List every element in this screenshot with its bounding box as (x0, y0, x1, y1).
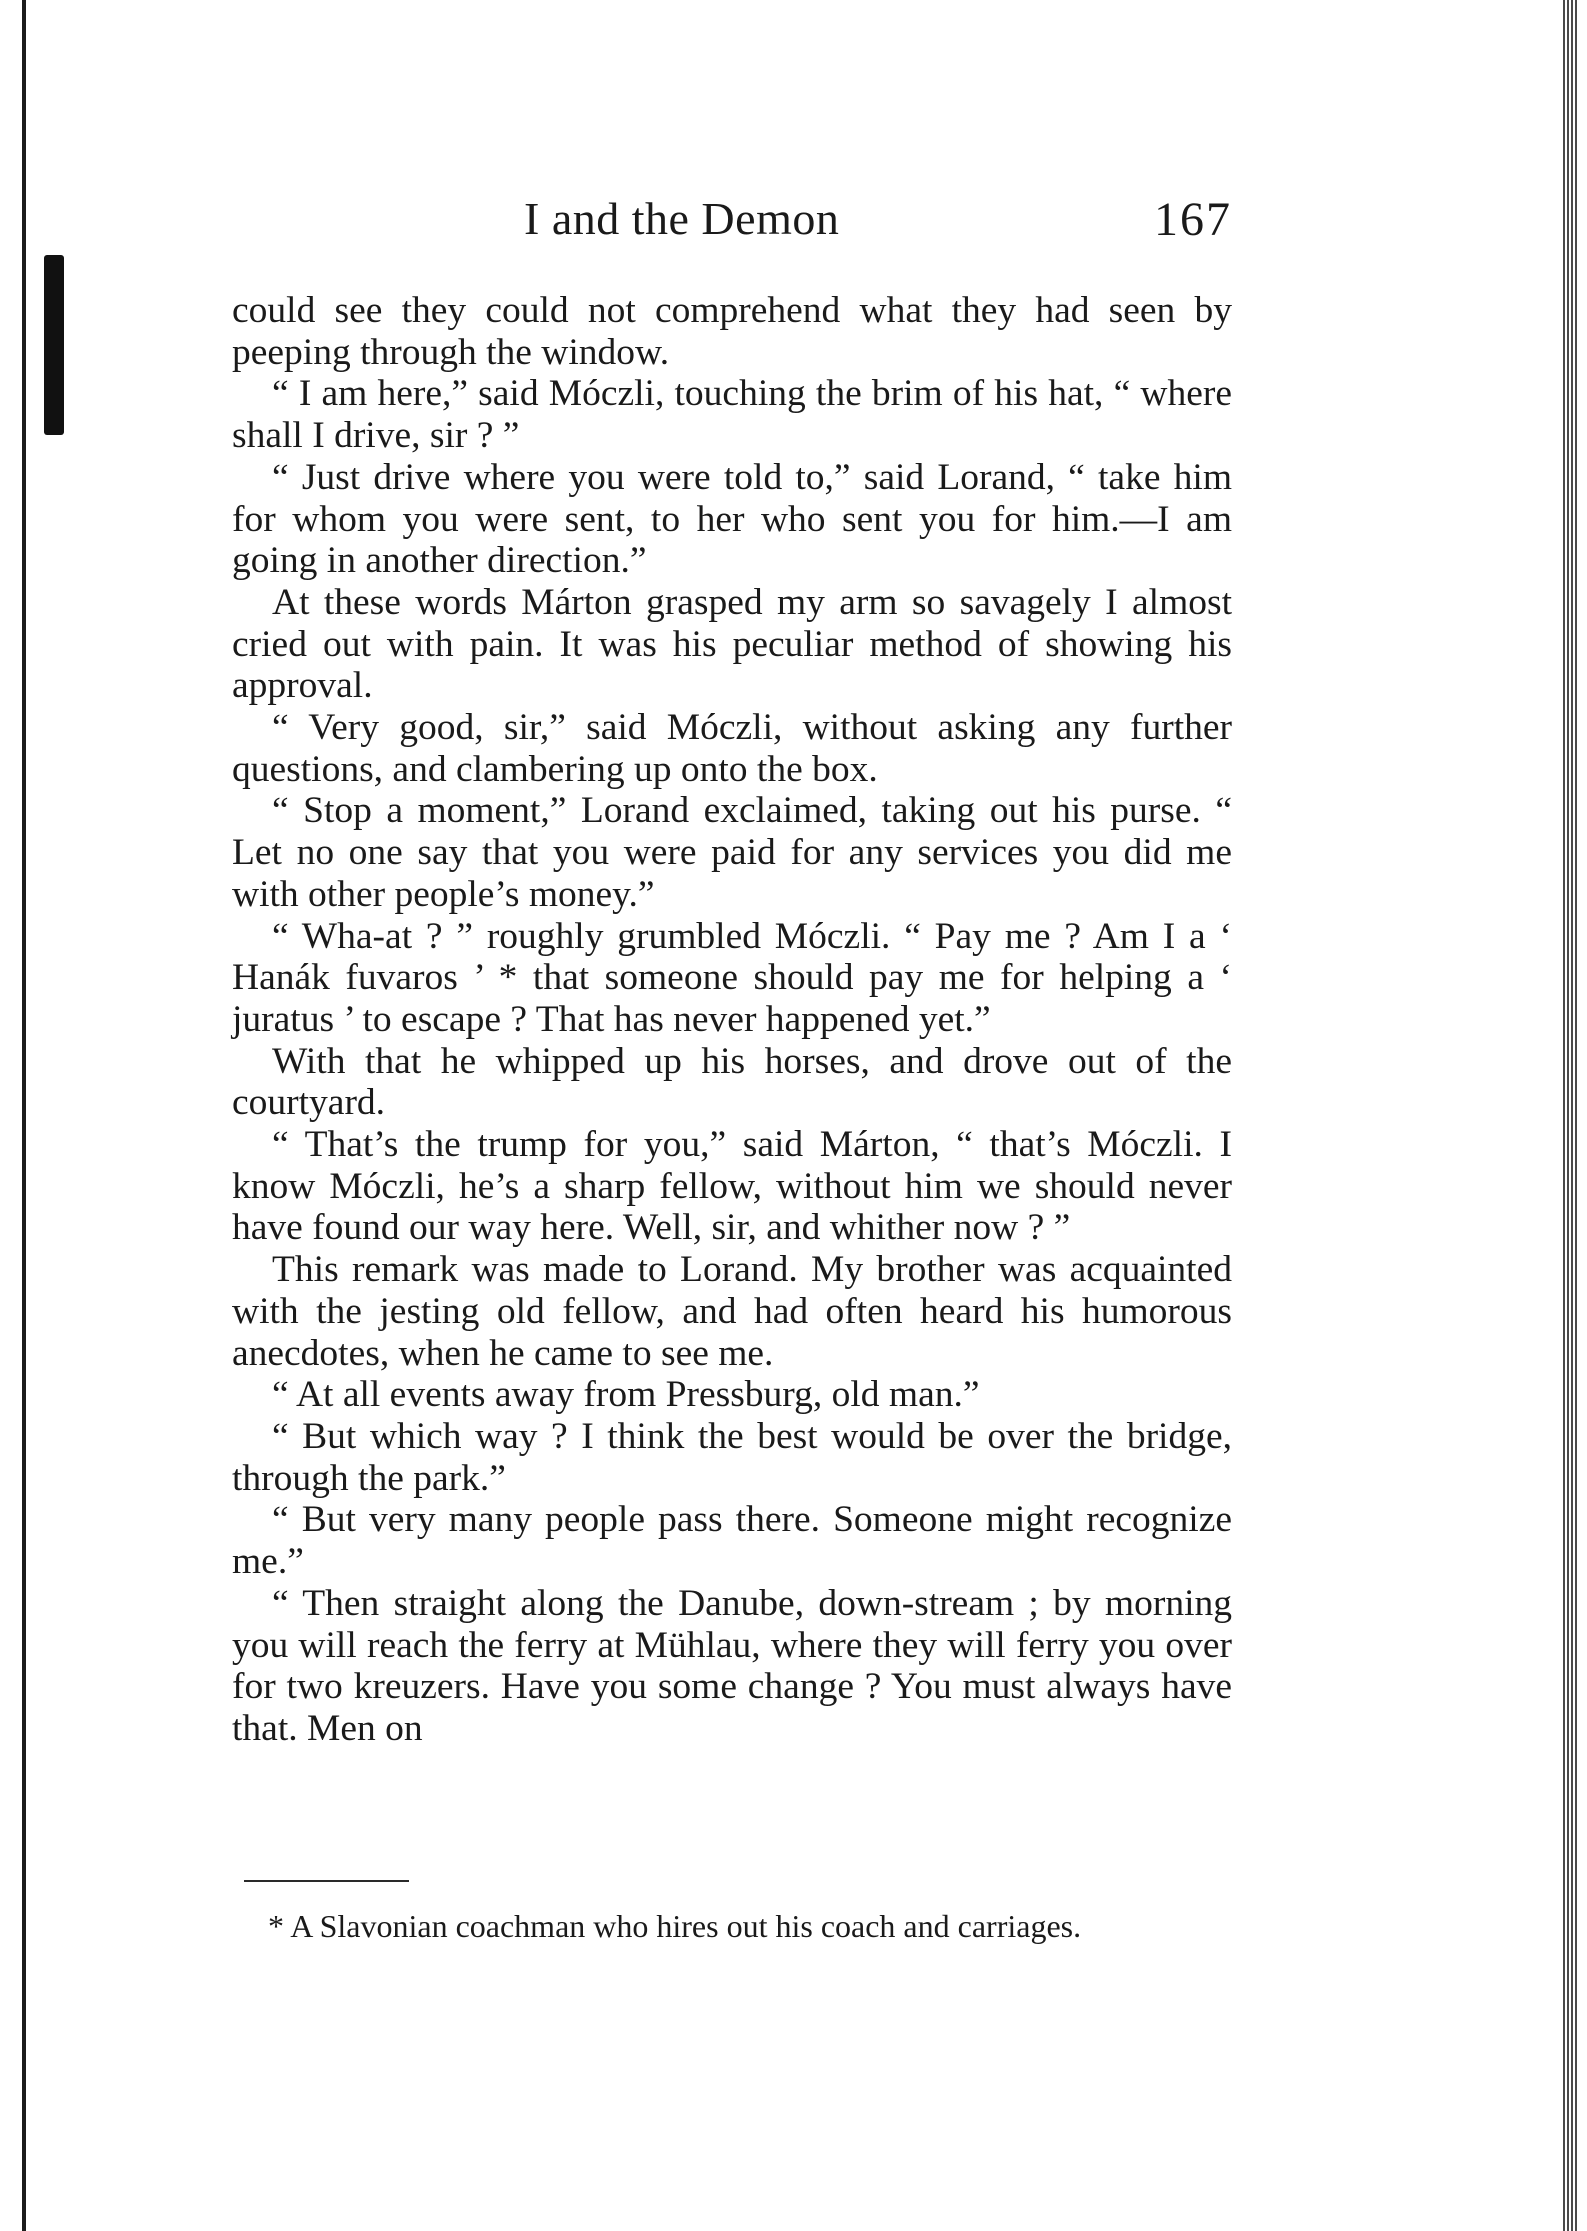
paragraph: “ Just drive where you were told to,” said Lorand, “ take him for whom you were sent, to her who sent you for him.—I am going in another direction.” (232, 456, 1232, 582)
page-header (232, 192, 1232, 252)
paragraph: could see they could not comprehend what they had seen by peeping through the window. (232, 290, 1232, 373)
page-number: 167 (1154, 193, 1232, 246)
paragraph: “ Then straight along the Danube, down-stream ; by morning you will reach the ferry at Mühlau, where they will ferry you over for two kreuzers. Have you some change ? You must always have that. Men on (232, 1582, 1232, 1749)
paragraph: “ But very many people pass there. Someone might recognize me.” (232, 1499, 1232, 1583)
paragraph: “ Stop a moment,” Lorand exclaimed, taking out his purse. “ Let no one say that you were paid for any services you did me with other people’s money.” (232, 790, 1232, 915)
running-title: I and the Demon (524, 193, 840, 244)
paragraph: “ Wha-at ? ” roughly grumbled Móczli. “ Pay me ? Am I a ‘ Hanák fuvaros ’ * that someone should pay me for helping a ‘ juratus ’ to escape ? That has never happened yet.” (232, 915, 1232, 1040)
right-page-edge (1563, 0, 1577, 2231)
paragraph: “ At all events away from Pressburg, old man.” (272, 1374, 980, 1416)
left-binding-shadow (22, 0, 26, 2231)
left-binding-blot (44, 255, 64, 435)
paragraph: At these words Márton grasped my arm so savagely I almost cried out with pain. It was his peculiar method of showing his approval. (232, 581, 1232, 707)
paragraph: This remark was made to Lorand. My brother was acquainted with the jesting old fellow, and had often heard his humorous anecdotes, when he came to see me. (232, 1249, 1232, 1374)
footnote-rule (244, 1880, 409, 1882)
paragraph: “ That’s the trump for you,” said Márton, “ that’s Móczli. I know Móczli, he’s a sharp fellow, without him we should never have found our way here. Well, sir, and whither now ? ” (232, 1124, 1232, 1249)
paragraph: “ Very good, sir,” said Móczli, without asking any further questions, and clambering up onto the box. (232, 707, 1232, 790)
paragraph: “ But which way ? I think the best would be over the bridge, through the park.” (232, 1415, 1232, 1499)
paragraph: “ I am here,” said Móczli, touching the brim of his hat, “ where shall I drive, sir ? ” (232, 373, 1232, 457)
footnote: * A Slavonian coachman who hires out his coach and carriages. (268, 1908, 1082, 1944)
paragraph: With that he whipped up his horses, and drove out of the courtyard. (232, 1040, 1232, 1124)
body-text (232, 290, 1232, 1750)
